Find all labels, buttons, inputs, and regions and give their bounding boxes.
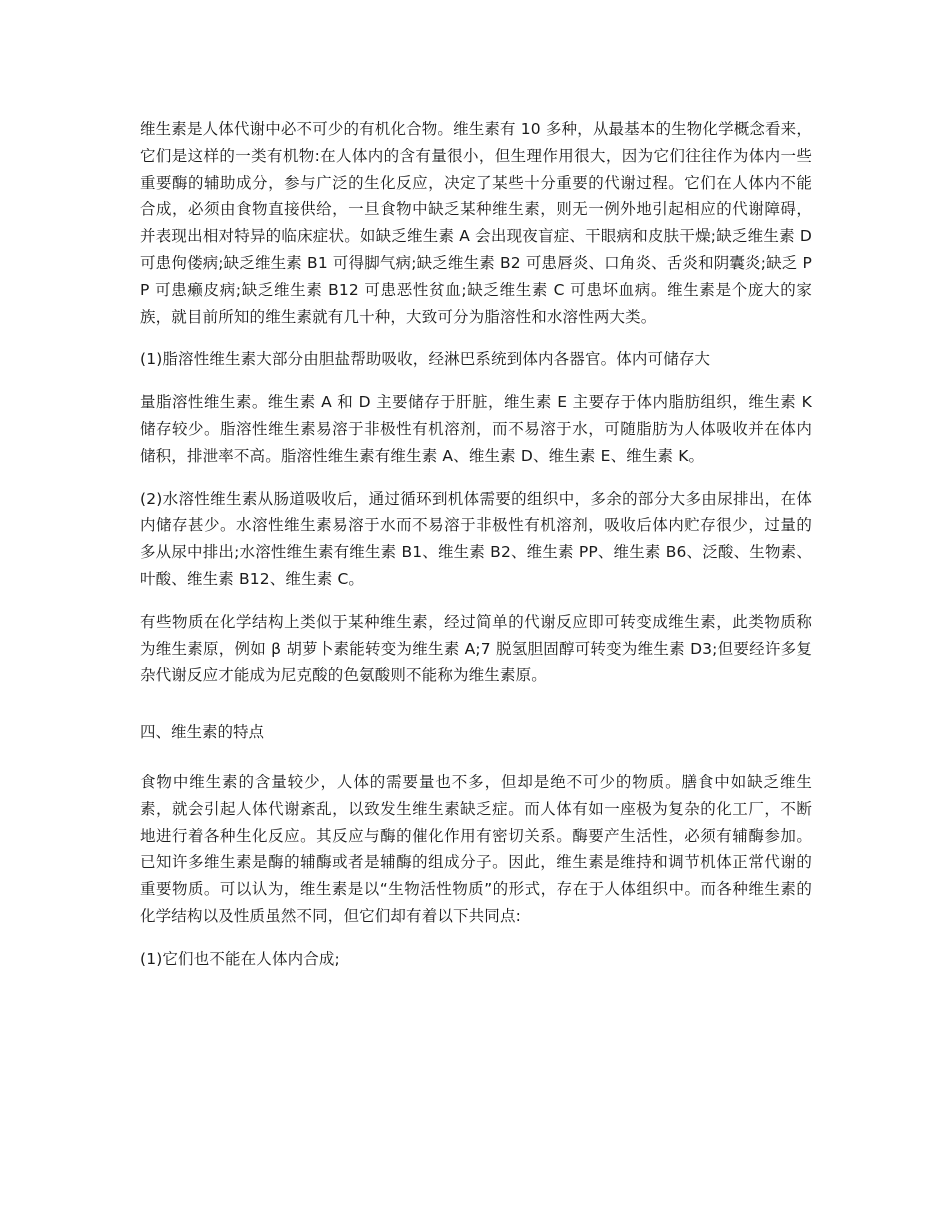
intro-paragraph: 维生素是人体代谢中必不可少的有机化合物。维生素有 10 多种，从最基本的生物化学概念看来，它们是这样的一类有机物:在人体内的含有量很小，但生理作用很大，因为它们往往作为体内一些重要酶的辅助成分，参与广泛的生化反应，决定了某些十分重要的代谢过程。它们在人体内不能合成，必须由食物直接供给，一旦食物中缺乏某种维生素，则无一例外地引起相应的代谢障碍，并表现出相对特异的临床症状。如缺乏维生素 A 会出现夜盲症、干眼病和皮肤干燥;缺乏维生素 D 可患佝偻病;缺乏维生素 B1 可得脚气病;缺乏维生素 B2 可患唇炎、口角炎、舌炎和阴囊炎;缺乏 PP 可患癞皮病;缺乏维生素 B12 可患恶性贫血;缺乏维生素 C 可患坏血病。维生素是个庞大的家族，就目前所知的维生素就有几十种，大致可分为脂溶性和水溶性两大类。 [140,120,812,326]
provitamin-paragraph: 有些物质在化学结构上类似于某种维生素，经过简单的代谢反应即可转变成维生素，此类物质称为维生素原，例如 β 胡萝卜素能转变为维生素 A;7 脱氢胆固醇可转变为维生素 D3;但要经许多复杂代谢反应才能成为尼克酸的色氨酸则不能称为维生素原。 [140,612,812,685]
section-heading-features: 四、维生素的特点 [140,723,265,742]
features-paragraph: 食物中维生素的含量较少，人体的需要量也不多，但却是绝不可少的物质。膳食中如缺乏维生素，就会引起人体代谢紊乱，以致发生维生素缺乏症。而人体有如一座极为复杂的化工厂，不断地进行着各种生化反应。其反应与酶的催化作用有密切关系。酶要产生活性，必须有辅酶参加。已知许多维生素是酶的辅酶或者是辅酶的组成分子。因此，维生素是维持和调节机体正常代谢的重要物质。可以认为，维生素是以“生物活性物质”的形式，存在于人体组织中。而各种维生素的化学结构以及性质虽然不同，但它们却有着以下共同点: [140,772,812,925]
document-page [140,116,812,973]
fat-soluble-paragraph-2: 量脂溶性维生素。维生素 A 和 D 主要储存于肝脏，维生素 E 主要存于体内脂肪组织，维生素 K 储存较少。脂溶性维生素易溶于非极性有机溶剂，而不易溶于水，可随脂肪为人体吸收并在体内储积，排泄率不高。脂溶性维生素有维生素 A、维生素 D、维生素 E、维生素 K。 [140,393,812,465]
water-soluble-paragraph: (2)水溶性维生素从肠道吸收后，通过循环到机体需要的组织中，多余的部分大多由尿排出，在体内储存甚少。水溶性维生素易溶于水而不易溶于非极性有机溶剂，吸收后体内贮存很少，过量的多从尿中排出;水溶性维生素有维生素 B1、维生素 B2、维生素 PP、维生素 B6、泛酸、生物素、叶酸、维生素 B12、维生素 C。 [140,489,812,588]
fat-soluble-paragraph-1: (1)脂溶性维生素大部分由胆盐帮助吸收，经淋巴系统到体内各器官。体内可储存大 [140,350,711,369]
feature-point-1: (1)它们也不能在人体内合成; [140,949,340,968]
